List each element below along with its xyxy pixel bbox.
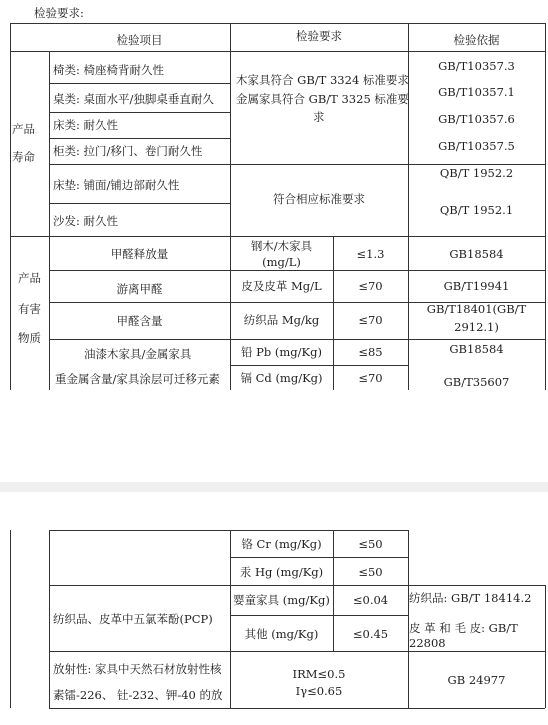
category-divider bbox=[49, 530, 50, 708]
table-border-left bbox=[10, 530, 11, 708]
header-basis: 检验依据 bbox=[453, 33, 500, 47]
table-border-right bbox=[545, 23, 546, 390]
row-divider bbox=[230, 365, 408, 366]
row-divider bbox=[49, 339, 545, 340]
row-divider bbox=[230, 557, 408, 558]
fc-basis-1: GB/T18401(GB/T bbox=[426, 302, 527, 316]
heavy-basis-2: GB/T35607 bbox=[443, 375, 510, 389]
rad-req-2: Iγ≤0.65 bbox=[295, 684, 343, 698]
pcp-basis-3: 22808 bbox=[409, 636, 446, 650]
fr-basis: GB18584 bbox=[449, 247, 504, 261]
category-hazard-3: 物质 bbox=[18, 331, 41, 345]
req-metal-1: 金属家具符合 GB/T 3325 标准要 bbox=[236, 92, 409, 106]
header-requirement: 检验要求 bbox=[296, 29, 342, 43]
life-item: 椅类: 椅座椅背耐久性 bbox=[53, 63, 165, 77]
life-basis: GB/T10357.5 bbox=[438, 139, 515, 153]
fc-material: 纺织品 Mg/kg bbox=[243, 313, 320, 327]
header-divider bbox=[10, 51, 545, 52]
req-general: 符合相应标准要求 bbox=[273, 192, 365, 206]
row-divider bbox=[49, 83, 230, 84]
free-formaldehyde: 游离甲醛 bbox=[116, 282, 163, 296]
life-item: 床类: 耐久性 bbox=[53, 118, 119, 132]
row-divider bbox=[49, 138, 230, 139]
category-hazard-2: 有害 bbox=[18, 302, 41, 316]
formaldehyde-release: 甲醛释放量 bbox=[110, 247, 169, 261]
row-divider bbox=[49, 203, 230, 204]
life-basis: GB/T10357.3 bbox=[438, 59, 515, 73]
pcp-basis-1: 纺织品: GB/T 18414.2 bbox=[409, 591, 532, 605]
life-basis: GB/T10357.1 bbox=[438, 85, 515, 99]
intro-label: 检验要求: bbox=[34, 6, 84, 20]
cd-material: 镉 Cd (mg/Kg) bbox=[240, 371, 323, 385]
table-border-top bbox=[10, 23, 545, 24]
cr-limit: ≤50 bbox=[358, 537, 383, 551]
life-item: 桌类: 桌面水平/独脚桌垂直耐久 bbox=[53, 92, 214, 106]
category-life-2: 寿命 bbox=[12, 150, 35, 164]
row-divider bbox=[49, 270, 545, 271]
row-divider bbox=[49, 112, 230, 113]
row-divider bbox=[230, 615, 408, 616]
category-divider bbox=[49, 51, 50, 390]
ff-limit: ≤70 bbox=[358, 279, 383, 293]
page-break bbox=[0, 482, 548, 492]
column-divider bbox=[230, 23, 231, 390]
table-border-left bbox=[10, 23, 11, 390]
column-divider bbox=[230, 530, 231, 708]
pcp-other-limit: ≤0.45 bbox=[352, 627, 389, 641]
life-item: 床垫: 铺面/铺边部耐久性 bbox=[53, 178, 180, 192]
formaldehyde-content: 甲醛含量 bbox=[116, 314, 163, 328]
fr-limit: ≤1.3 bbox=[356, 247, 385, 261]
pcp-basis-2: 皮 革 和 毛 皮: GB/T bbox=[409, 621, 518, 635]
fr-material-1: 钢木/木家具 bbox=[250, 239, 313, 253]
heavy-item-2: 重金属含量/家具涂层可迁移元素 bbox=[55, 372, 220, 386]
lead-material: 铅 Pb (mg/Kg) bbox=[241, 345, 322, 359]
table-border-right bbox=[545, 585, 546, 708]
category-life-1: 产品 bbox=[12, 122, 35, 136]
ff-material: 皮及皮革 Mg/L bbox=[241, 279, 322, 293]
pcp-other-material: 其他 (mg/Kg) bbox=[244, 627, 319, 641]
row-divider bbox=[49, 164, 545, 165]
row-divider bbox=[49, 585, 545, 586]
row-divider bbox=[49, 651, 545, 652]
rad-req-1: IRM≤0.5 bbox=[292, 667, 346, 681]
life-item: 沙发: 耐久性 bbox=[53, 214, 119, 228]
table-border-bottom bbox=[49, 708, 545, 709]
ff-basis: GB/T19941 bbox=[443, 279, 510, 293]
heavy-basis-1: GB18584 bbox=[449, 342, 504, 356]
pcp-item: 纺织品、皮革中五氯苯酚(PCP) bbox=[53, 612, 213, 626]
table-border-top bbox=[49, 530, 408, 531]
header-item: 检验项目 bbox=[116, 33, 163, 47]
fr-material-2: (mg/L) bbox=[262, 255, 301, 269]
life-basis: QB/T 1952.2 bbox=[439, 166, 514, 180]
section-divider bbox=[10, 236, 545, 237]
life-basis: QB/T 1952.1 bbox=[439, 203, 514, 217]
life-basis: GB/T10357.6 bbox=[438, 112, 515, 126]
lead-limit: ≤85 bbox=[358, 345, 383, 359]
pcp-child-material: 婴童家具 (mg/Kg) bbox=[233, 593, 330, 607]
req-metal-2: 求 bbox=[313, 110, 325, 124]
category-hazard-1: 产品 bbox=[18, 271, 41, 285]
rad-item-2: 素镭-226、 钍-232、钾-40 的放 bbox=[53, 688, 223, 702]
rad-basis: GB 24977 bbox=[447, 673, 506, 687]
hg-material: 汞 Hg (mg/Kg) bbox=[239, 565, 324, 579]
life-item: 柜类: 拉门/移门、卷门耐久性 bbox=[53, 144, 203, 158]
cr-material: 铬 Cr (mg/Kg) bbox=[241, 537, 322, 551]
req-wood: 木家具符合 GB/T 3324 标准要求 bbox=[236, 73, 409, 87]
fc-basis-2: 2912.1) bbox=[454, 320, 499, 334]
hg-limit: ≤50 bbox=[358, 565, 383, 579]
pcp-child-limit: ≤0.04 bbox=[352, 593, 389, 607]
fc-limit: ≤70 bbox=[358, 313, 383, 327]
rad-item-1: 放射性: 家具中天然石材放射性核 bbox=[53, 662, 222, 676]
cd-limit: ≤70 bbox=[358, 371, 383, 385]
heavy-item-1: 油漆木家具/金属家具 bbox=[84, 347, 192, 361]
